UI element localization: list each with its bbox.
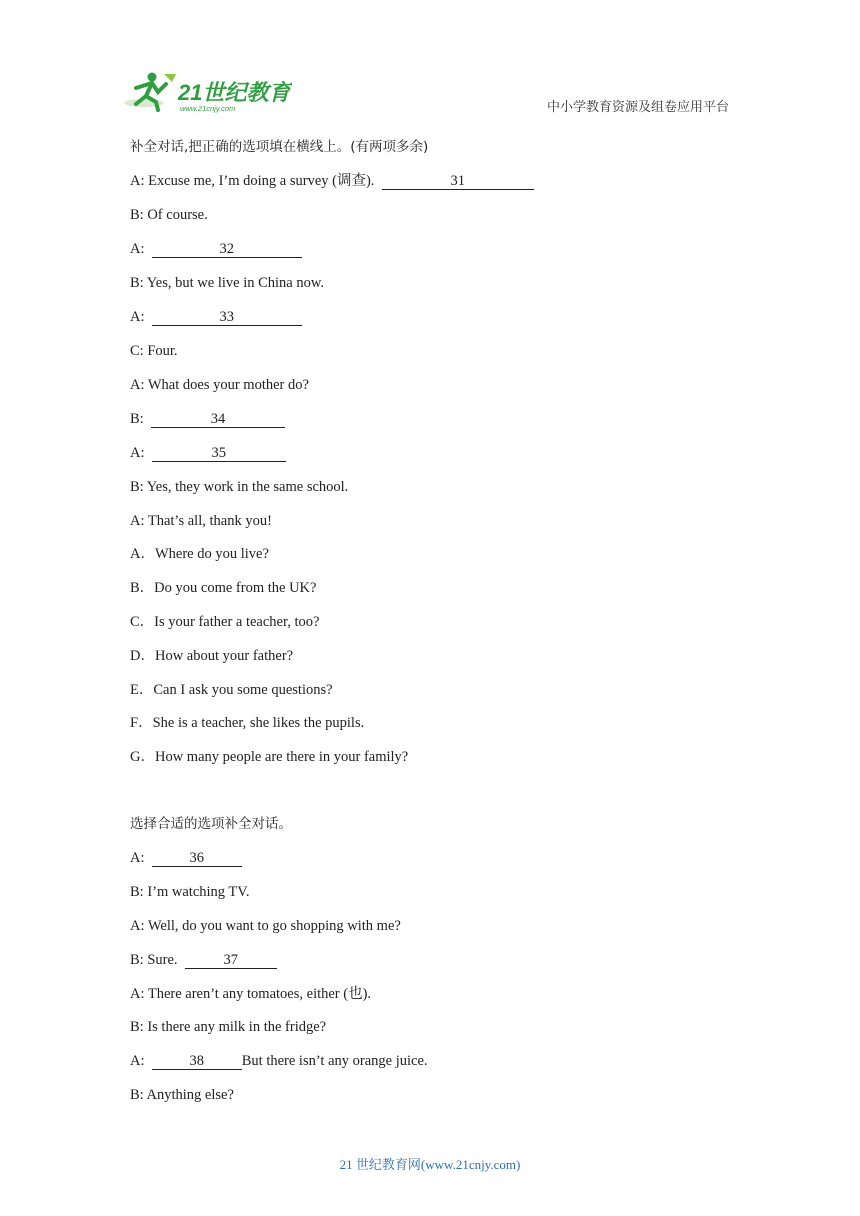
dialog-line: B: Anything else? — [130, 1087, 234, 1103]
dialog-line: A: 38 But there isn’t any orange juice. — [130, 1053, 428, 1069]
option-item: C．Is your father a teacher, too? — [130, 614, 320, 630]
dialog-line: B: Of course. — [130, 207, 208, 223]
answer-blank[interactable]: 35 — [152, 445, 286, 462]
dialog-line: B: Yes, they work in the same school. — [130, 479, 349, 495]
dialog-line: A: 32 — [130, 240, 302, 258]
footer-link[interactable]: 21 世纪教育网(www.21cnjy.com) — [339, 1157, 521, 1172]
dialog-line: A: Excuse me, I’m doing a survey (调查). 31 — [130, 172, 534, 190]
dialog-line: B: 34 — [130, 410, 285, 428]
dialog-line: A: There aren’t any tomatoes, either (也). — [130, 986, 372, 1002]
answer-blank[interactable]: 33 — [152, 309, 302, 326]
logo — [122, 70, 292, 114]
answer-blank[interactable]: 32 — [152, 241, 302, 258]
dialog-line: B: Is there any milk in the fridge? — [130, 1019, 327, 1035]
svg-text:www.21cnjy.com: www.21cnjy.com — [180, 104, 236, 113]
dialog-line: A: 36 — [130, 849, 242, 867]
option-item: D．How about your father? — [130, 648, 294, 664]
answer-blank[interactable]: 34 — [151, 411, 285, 428]
option-item: A．Where do you live? — [130, 546, 269, 562]
dialog-line: A: That’s all, thank you! — [130, 513, 272, 529]
answer-blank[interactable]: 36 — [152, 850, 242, 867]
answer-blank[interactable]: 31 — [382, 173, 534, 190]
svg-text:21世纪教育: 21世纪教育 — [178, 80, 291, 105]
option-item: G．How many people are there in your family? — [130, 749, 409, 765]
dialog-line: A: What does your mother do? — [130, 377, 309, 393]
runner-logo-icon — [122, 70, 292, 114]
option-item: E．Can I ask you some questions? — [130, 682, 333, 698]
answer-blank[interactable]: 37 — [185, 952, 277, 969]
answer-blank[interactable]: 38 — [152, 1053, 242, 1070]
dialog-line: B: Sure. 37 — [130, 951, 277, 969]
dialog-line: A: 33 — [130, 308, 302, 326]
dialog-line: C: Four. — [130, 343, 178, 359]
dialog-line: B: Yes, but we live in China now. — [130, 275, 325, 291]
option-item: F．She is a teacher, she likes the pupils. — [130, 715, 365, 731]
platform-name: 中小学教育资源及组卷应用平台 — [546, 100, 729, 115]
dialog-line: A: Well, do you want to go shopping with me? — [130, 918, 401, 934]
option-item: B．Do you come from the UK? — [130, 580, 317, 596]
dialog-line: B: I’m watching TV. — [130, 884, 250, 900]
section1-instruction: 补全对话,把正确的选项填在横线上。(有两项多余) — [130, 139, 429, 155]
section2-instruction: 选择合适的选项补全对话。 — [130, 816, 292, 832]
dialog-line: A: 35 — [130, 444, 286, 462]
